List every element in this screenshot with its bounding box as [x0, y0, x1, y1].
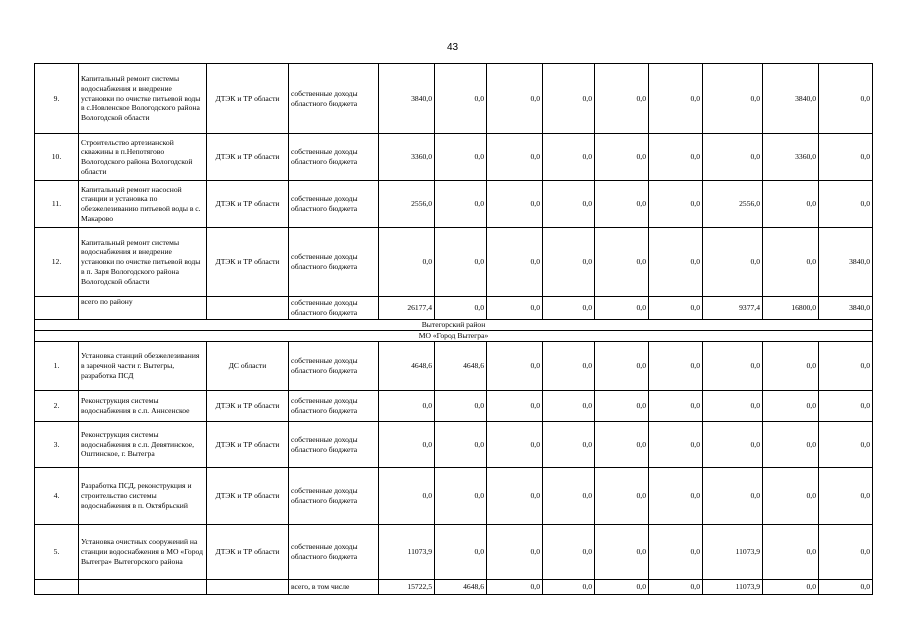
funding-source: собственные доходы областного бюджета [289, 525, 379, 580]
row-number: 3. [35, 422, 79, 468]
value-cell: 0,0 [595, 64, 649, 134]
value-cell: 0,0 [763, 468, 819, 525]
value-cell: 0,0 [487, 134, 543, 181]
value-cell: 11073,9 [703, 525, 763, 580]
value-cell: 0,0 [649, 342, 703, 391]
value-cell: 0,0 [763, 342, 819, 391]
value-cell: 0,0 [543, 64, 595, 134]
table-row [35, 134, 873, 181]
value-cell: 0,0 [819, 64, 873, 134]
value-cell: 0,0 [487, 468, 543, 525]
value-cell: 0,0 [763, 580, 819, 595]
executor: ДТЭК и ТР области [207, 181, 289, 228]
value-cell: 0,0 [487, 181, 543, 228]
value-cell: 0,0 [435, 297, 487, 320]
district-heading: Вытегорский район [35, 320, 873, 331]
value-total: 0,0 [379, 468, 435, 525]
value-cell: 0,0 [543, 580, 595, 595]
value-cell: 0,0 [543, 228, 595, 297]
value-total: 26177,4 [379, 297, 435, 320]
executor: ДТЭК и ТР области [207, 468, 289, 525]
value-cell: 3840,0 [819, 228, 873, 297]
funding-source: собственные доходы областного бюджета [289, 422, 379, 468]
value-cell: 0,0 [543, 468, 595, 525]
measure-name: Строительство артезианской скважины в п.Непотягово Вологодского района Вологодской области [79, 134, 207, 181]
empty-cell [207, 580, 289, 595]
empty-cell [79, 580, 207, 595]
empty-cell [207, 297, 289, 320]
funding-source: собственные доходы областного бюджета [289, 468, 379, 525]
municipality-heading: МО «Город Вытегра» [35, 331, 873, 342]
empty-cell [35, 580, 79, 595]
value-cell: 0,0 [649, 228, 703, 297]
value-cell: 0,0 [649, 525, 703, 580]
executor: ДТЭК и ТР области [207, 134, 289, 181]
executor: ДС области [207, 342, 289, 391]
value-cell: 0,0 [435, 228, 487, 297]
value-cell: 2556,0 [703, 181, 763, 228]
table-row [35, 468, 873, 525]
section-header-row [35, 331, 873, 342]
value-cell: 0,0 [543, 422, 595, 468]
value-cell: 0,0 [649, 391, 703, 422]
value-cell: 0,0 [819, 342, 873, 391]
value-cell: 0,0 [649, 181, 703, 228]
value-cell: 0,0 [763, 391, 819, 422]
value-cell: 4648,6 [435, 580, 487, 595]
value-cell: 0,0 [703, 64, 763, 134]
district-total-row [35, 297, 873, 320]
value-cell: 0,0 [649, 422, 703, 468]
row-number: 2. [35, 391, 79, 422]
value-cell: 0,0 [763, 228, 819, 297]
row-number: 4. [35, 468, 79, 525]
value-cell: 0,0 [543, 297, 595, 320]
value-total: 3360,0 [379, 134, 435, 181]
value-cell: 0,0 [595, 525, 649, 580]
measure-name: Реконструкция системы водоснабжения в с.п. Девятинское, Оштинское, г. Вытегра [79, 422, 207, 468]
page-number: 43 [446, 42, 459, 53]
row-number: 12. [35, 228, 79, 297]
funding-source: собственные доходы областного бюджета [289, 228, 379, 297]
value-cell: 0,0 [543, 391, 595, 422]
value-cell: 0,0 [543, 181, 595, 228]
total-label: всего, в том числе [289, 580, 379, 595]
executor: ДТЭК и ТР области [207, 525, 289, 580]
value-total: 0,0 [379, 391, 435, 422]
value-total: 0,0 [379, 422, 435, 468]
value-cell: 3840,0 [763, 64, 819, 134]
executor: ДТЭК и ТР области [207, 422, 289, 468]
value-cell: 0,0 [487, 580, 543, 595]
table-row [35, 391, 873, 422]
value-total: 3840,0 [379, 64, 435, 134]
table-row [35, 525, 873, 580]
value-cell: 0,0 [595, 228, 649, 297]
value-cell: 0,0 [435, 391, 487, 422]
value-cell: 0,0 [649, 580, 703, 595]
value-cell: 0,0 [703, 391, 763, 422]
value-cell: 0,0 [487, 422, 543, 468]
empty-cell [35, 297, 79, 320]
value-cell: 0,0 [435, 64, 487, 134]
value-cell: 0,0 [763, 181, 819, 228]
value-cell: 0,0 [435, 134, 487, 181]
table-row [35, 181, 873, 228]
value-cell: 0,0 [487, 297, 543, 320]
row-number: 10. [35, 134, 79, 181]
value-cell: 0,0 [819, 525, 873, 580]
funding-source: собственные доходы областного бюджета [289, 181, 379, 228]
value-total: 11073,9 [379, 525, 435, 580]
value-cell: 0,0 [703, 422, 763, 468]
value-cell: 0,0 [763, 422, 819, 468]
value-cell: 0,0 [595, 580, 649, 595]
value-cell: 4648,6 [435, 342, 487, 391]
value-cell: 0,0 [703, 134, 763, 181]
value-cell: 0,0 [703, 468, 763, 525]
executor: ДТЭК и ТР области [207, 391, 289, 422]
value-cell: 0,0 [543, 525, 595, 580]
value-cell: 0,0 [703, 342, 763, 391]
funding-source: собственные доходы областного бюджета [289, 297, 379, 320]
value-total: 2556,0 [379, 181, 435, 228]
value-total: 0,0 [379, 228, 435, 297]
value-cell: 0,0 [543, 342, 595, 391]
value-cell: 0,0 [595, 422, 649, 468]
value-total: 4648,6 [379, 342, 435, 391]
executor: ДТЭК и ТР области [207, 64, 289, 134]
measure-name: Капитальный ремонт насосной станции и установка по обезжелезиванию питьевой воды в с. Макарово [79, 181, 207, 228]
value-cell: 0,0 [595, 391, 649, 422]
value-cell: 0,0 [649, 134, 703, 181]
value-total: 15722,5 [379, 580, 435, 595]
section-header-row [35, 320, 873, 331]
value-cell: 0,0 [703, 228, 763, 297]
row-number: 11. [35, 181, 79, 228]
mo-total-row [35, 580, 873, 595]
value-cell: 0,0 [435, 468, 487, 525]
value-cell: 0,0 [819, 134, 873, 181]
measure-name: Установка станций обезжелезивания в заречной части г. Вытегры, разработка ПСД [79, 342, 207, 391]
value-cell: 0,0 [819, 468, 873, 525]
table-row [35, 64, 873, 134]
value-cell: 0,0 [819, 181, 873, 228]
value-cell: 0,0 [595, 134, 649, 181]
total-label: всего по району [79, 297, 207, 320]
value-cell: 0,0 [819, 580, 873, 595]
row-number: 1. [35, 342, 79, 391]
funding-source: собственные доходы областного бюджета [289, 391, 379, 422]
value-cell: 0,0 [595, 181, 649, 228]
table-row [35, 342, 873, 391]
value-cell: 0,0 [595, 468, 649, 525]
value-cell: 0,0 [595, 342, 649, 391]
value-cell: 16800,0 [763, 297, 819, 320]
value-cell: 0,0 [649, 297, 703, 320]
value-cell: 11073,9 [703, 580, 763, 595]
value-cell: 0,0 [435, 181, 487, 228]
measure-name: Реконструкция системы водоснабжения в с.п. Аннсенское [79, 391, 207, 422]
row-number: 9. [35, 64, 79, 134]
value-cell: 0,0 [763, 525, 819, 580]
value-cell: 0,0 [819, 422, 873, 468]
value-cell: 0,0 [487, 228, 543, 297]
table-row [35, 228, 873, 297]
value-cell: 0,0 [487, 342, 543, 391]
budget-table [34, 63, 873, 595]
value-cell: 0,0 [435, 525, 487, 580]
value-cell: 0,0 [819, 391, 873, 422]
measure-name: Капитальный ремонт системы водоснабжения и внедрение установки по очистке питьевой воды в п. Заря Вологодского района Вологодской области [79, 228, 207, 297]
measure-name: Установка очистных сооружений на станции водоснабжения в МО «Город Вытегра» Вытегорского района [79, 525, 207, 580]
value-cell: 0,0 [487, 64, 543, 134]
value-cell: 0,0 [649, 64, 703, 134]
value-cell: 0,0 [487, 391, 543, 422]
value-cell: 0,0 [543, 134, 595, 181]
funding-source: собственные доходы областного бюджета [289, 64, 379, 134]
executor: ДТЭК и ТР области [207, 228, 289, 297]
measure-name: Разработка ПСД, реконструкция и строительство системы водоснабжения в п. Октябрьский [79, 468, 207, 525]
funding-source: собственные доходы областного бюджета [289, 134, 379, 181]
table-row [35, 422, 873, 468]
funding-source: собственные доходы областного бюджета [289, 342, 379, 391]
value-cell: 0,0 [487, 525, 543, 580]
row-number: 5. [35, 525, 79, 580]
value-cell: 0,0 [435, 422, 487, 468]
measure-name: Капитальный ремонт системы водоснабжения и внедрение установки по очистке питьевой воды в с.Новленское Вологодского района Вологодской области [79, 64, 207, 134]
value-cell: 0,0 [595, 297, 649, 320]
value-cell: 9377,4 [703, 297, 763, 320]
value-cell: 3840,0 [819, 297, 873, 320]
value-cell: 0,0 [649, 468, 703, 525]
value-cell: 3360,0 [763, 134, 819, 181]
